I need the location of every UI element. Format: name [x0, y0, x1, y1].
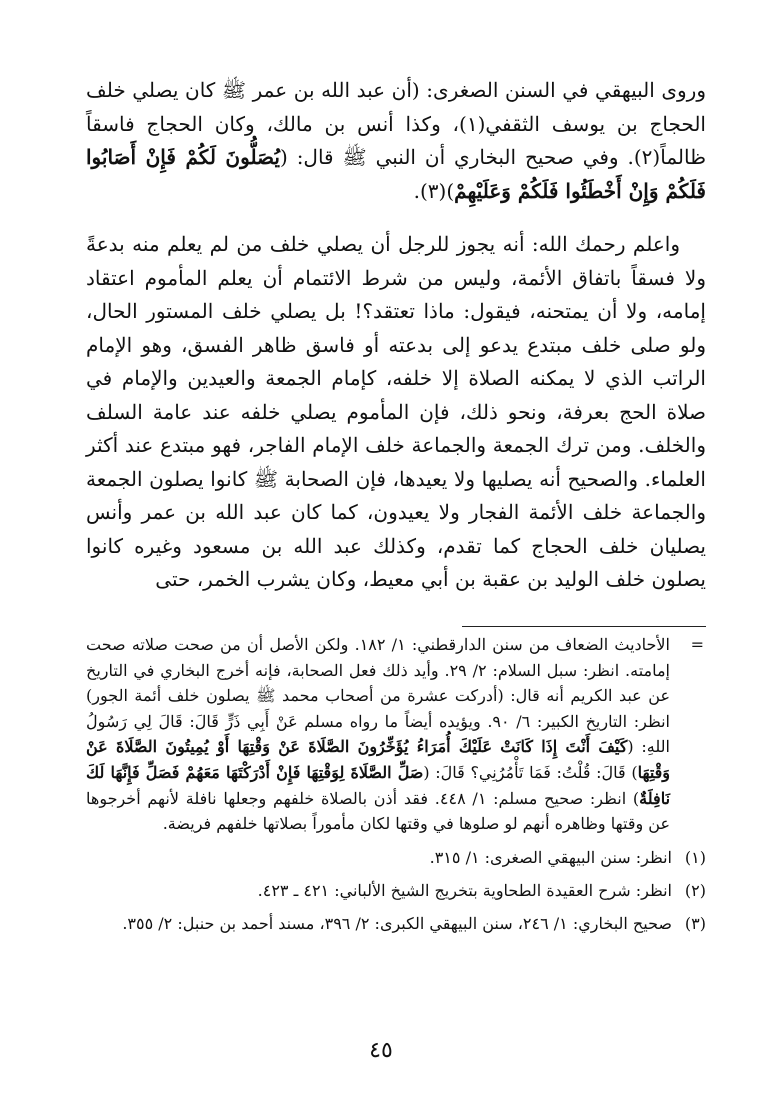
continuation-mark: =: [690, 635, 704, 654]
paragraph-1: [86, 74, 706, 208]
footnote-1: [86, 845, 706, 870]
footnote-hadith-1: كَيْفَ أَنْتَ إِذَا كَانَتْ عَلَيْكَ أُمَرَاءُ يُؤَخِّرُونَ الصَّلَاةَ عَنْ وَقْتِهَا أَوْ يُمِيتُونَ الصَّلَاةَ عَنْ وَقْتِهَا: [86, 737, 671, 782]
page-number: ٤٥: [369, 1038, 393, 1063]
continued-footnote-text-2: ) قَالَ: قُلْتُ: فَمَا تَأْمُرُنِي؟ قَالَ: (: [423, 762, 638, 782]
footnote-number: (٣): [684, 913, 706, 933]
continued-footnote-text: الأحاديث الضعاف من سنن الدارقطني: ١/ ١٨٢. ولكن الأصل أن من صحت صلاته صحت إمامته. انظر: سبل السلام: ٢/ ٢٩. وأيد ذلك فعل الصحابة، فإنه أخرج البخاري في التاريخ عن عبد الكريم أنه قال: (أدركت عشرة من أصحاب محمد ﷺ يصلون خلف أئمة الجور) انظر: التاريخ الكبير: ٦/ ٩٠. ويؤيده أيضاً ما رواه مسلم عَنْ أَبِي ذَرٍّ قَالَ: قَالَ لِي رَسُولُ اللهِ: (: [86, 635, 671, 757]
footnote-text: صحيح البخاري: ١/ ٢٤٦، سنن البيهقي الكبرى: ٢/ ٣٩٦، مسند أحمد بن حنبل: ٢/ ٣٥٥.: [122, 913, 672, 933]
paragraph-1-text: وروى البيهقي في السنن الصغرى: (أن عبد الله بن عمر ﷺ كان يصلي خلف الحجاج بن يوسف الثقفي(١)، وكذا أنس بن مالك، وكان الحجاج فاسقاً ظالماً(٢). وفي صحيح البخاري أن النبي ﷺ قال: (: [86, 78, 706, 169]
footnote-divider: [462, 626, 706, 627]
footnote-hadith-2: صَلِّ الصَّلَاةَ لِوَقْتِهَا فَإِنْ أَدْرَكْتَهَا مَعَهُمْ فَصَلِّ فَإِنَّهَا لَكَ نَافِلَةٌ: [86, 762, 671, 808]
footnote-text: انظر: شرح العقيدة الطحاوية بتخريج الشيخ الألباني: ٤٢١ ـ ٤٢٣.: [257, 880, 672, 900]
footnote-number: (٢): [684, 880, 706, 900]
footnote-number: (١): [684, 847, 706, 867]
paragraph-2: واعلم رحمك الله: أنه يجوز للرجل أن يصلي خلف من لم يعلم منه بدعةً ولا فسقاً باتفاق الأئمة، وليس من شرط الائتمام أن يعلم المأموم اعتقاد إمامه، ولا أن يمتحنه، فيقول: ماذا تعتقد؟! بل يصلي خلف المستور الحال، ولو صلى خلف مبتدع يدعو إلى بدعته أو فاسق ظاهر الفسق، وهو الإمام الراتب الذي لا يمكنه الصلاة إلا خلفه، كإمام الجمعة والعيدين والإمام في صلاة الحج بعرفة، ونحو ذلك، فإن المأموم يصلي خلفه عند عامة السلف والخلف. ومن ترك الجمعة والجماعة خلف الإمام الفاجر، فهو مبتدع عند أكثر العلماء. والصحيح أنه يصليها ولا يعيدها، فإن الصحابة ﷺ كانوا يصلون الجمعة والجماعة خلف الأئمة الفجار ولا يعيدون، كما كان عبد الله بن عمر وأنس يصليان خلف الحجاج كما تقدم، وكذلك عبد الله بن مسعود وغيره كانوا يصلون خلف الوليد بن عقبة بن أبي معيط، وكان يشرب الخمر، حتى: [86, 232, 706, 591]
paragraph-1-end: )(٣).: [413, 178, 455, 203]
continued-footnote-text-3: ) انظر: صحيح مسلم: ١/ ٤٤٨. فقد أذن بالصلاة خلفهم وجعلها نافلة لأنهم أخرجوها عن وقتها وظاهره أنهم لو صلوها في وقتها لكان مأموراً بصلاتها خلفهم فريضة.: [86, 788, 670, 834]
main-text: [86, 74, 706, 597]
footnote-2: [86, 878, 706, 903]
footnote-3: [86, 911, 706, 936]
footnotes-section: [86, 632, 706, 936]
continued-footnote: [86, 632, 706, 837]
footnote-text: انظر: سنن البيهقي الصغرى: ١/ ٣١٥.: [429, 847, 672, 867]
hadith-quote: يُصَلُّونَ لَكُمْ فَإِنْ أَصَابُوا فَلَكُمْ وَإِنْ أَخْطَئُوا فَلَكُمْ وَعَلَيْهِمْ: [86, 145, 706, 203]
